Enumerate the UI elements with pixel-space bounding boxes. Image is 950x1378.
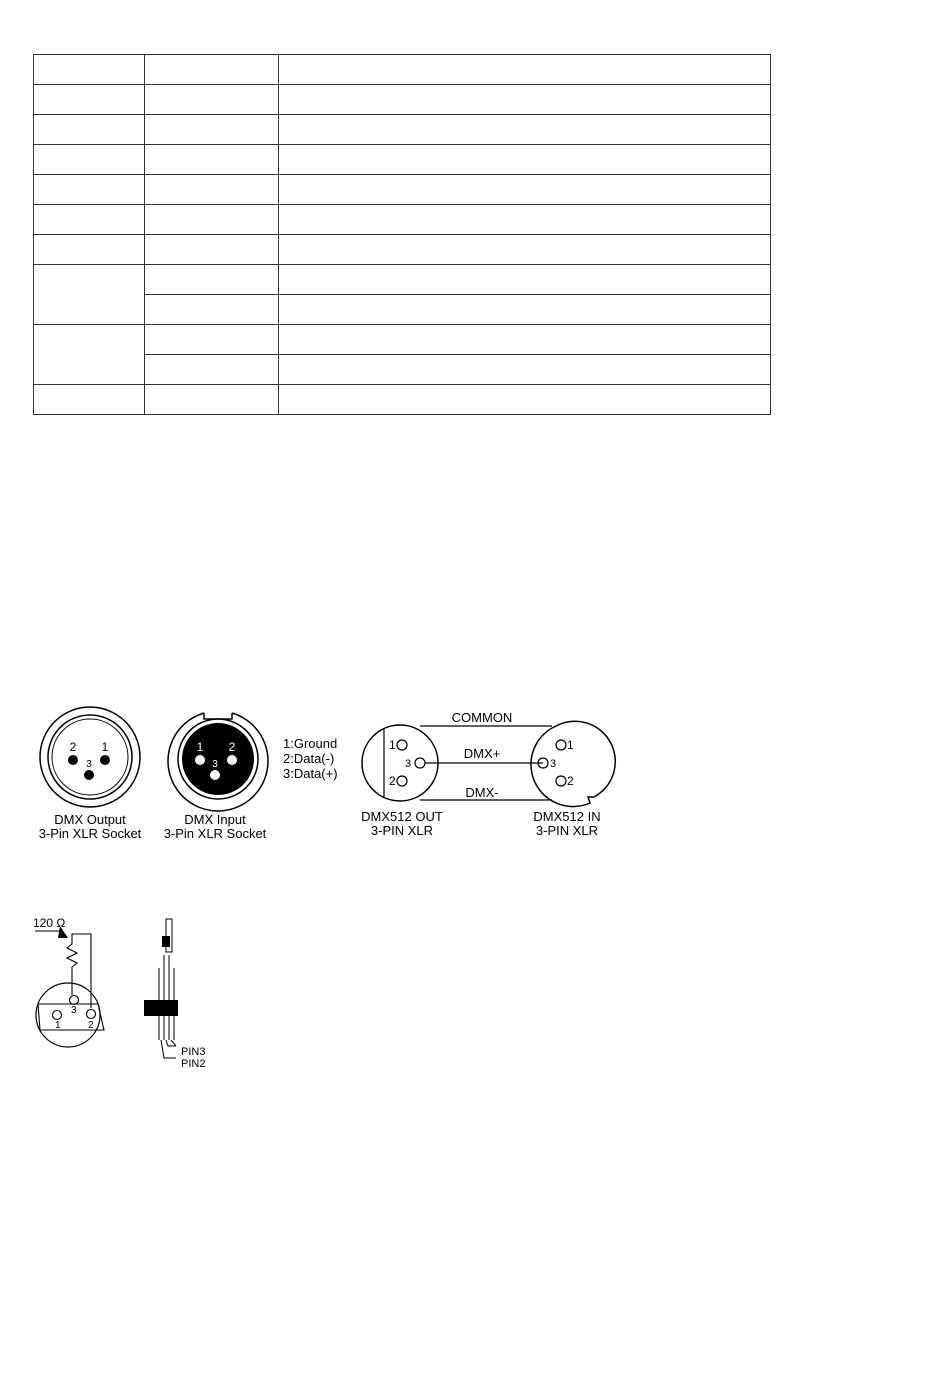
terminator-pin-1 — [53, 1011, 62, 1020]
in-pin-1-label: 1 — [567, 738, 574, 752]
output-subtitle: 3-Pin XLR Socket — [38, 826, 142, 841]
resistor-label: 120 Ω — [33, 916, 66, 930]
in-title: DMX512 IN — [533, 809, 601, 824]
out-pin-2-label: 2 — [389, 774, 396, 788]
pin-3-dot — [210, 770, 220, 780]
pin-1-dot — [100, 755, 110, 765]
terminator-pin-3-label: 3 — [71, 1005, 77, 1016]
terminator-pin-1-label: 1 — [55, 1020, 61, 1031]
pin-3-dot — [84, 770, 94, 780]
input-title: DMX Input — [184, 812, 246, 827]
resistor-wire-detail — [144, 919, 205, 1070]
pin-legend — [283, 736, 338, 781]
out-pin-3 — [415, 758, 425, 768]
pin-2-dot — [227, 755, 237, 765]
terminator-diagram — [33, 916, 104, 1047]
dmx-plus-label: DMX+ — [463, 746, 501, 761]
dmx512-in-plug — [531, 721, 615, 806]
dmx-wiring-diagram — [361, 710, 615, 838]
terminator-pin-3 — [70, 996, 79, 1005]
terminator-pin-2-label: 2 — [88, 1020, 94, 1031]
out-pin-1 — [397, 740, 407, 750]
pin-1-label: 1 — [101, 740, 109, 754]
in-pin-1 — [556, 740, 566, 750]
input-subtitle: 3-Pin XLR Socket — [163, 826, 267, 841]
legend-data-minus: 2:Data(-) — [283, 751, 335, 766]
out-pin-1-label: 1 — [389, 738, 396, 752]
pin-1-dot — [195, 755, 205, 765]
pin-2-label: 2 — [69, 740, 77, 754]
in-pin-3-label: 3 — [550, 758, 557, 770]
dmx-input-socket — [164, 713, 268, 841]
resistor-icon — [67, 936, 77, 995]
out-pin-2 — [397, 776, 407, 786]
pin-3-label: 3 — [212, 759, 218, 770]
dmx-minus-label: DMX- — [465, 785, 499, 800]
out-pin-3-label: 3 — [405, 758, 412, 770]
pin-3-label: 3 — [86, 759, 92, 770]
legend-ground: 1:Ground — [283, 736, 338, 751]
terminator-plug — [36, 983, 100, 1047]
terminator-pin-2 — [87, 1010, 96, 1019]
pin-2-dot — [68, 755, 78, 765]
out-title: DMX512 OUT — [361, 809, 443, 824]
in-subtitle: 3-PIN XLR — [535, 823, 599, 838]
pin3-label: PIN3 — [181, 1046, 206, 1058]
pin-1-label: 1 — [196, 740, 204, 754]
legend-data-plus: 3:Data(+) — [283, 766, 338, 781]
out-subtitle: 3-PIN XLR — [370, 823, 434, 838]
pin2-label: PIN2 — [181, 1058, 206, 1070]
dmx-output-socket — [39, 707, 142, 841]
output-title: DMX Output — [54, 812, 126, 827]
common-label: COMMON — [451, 710, 513, 725]
in-pin-2-label: 2 — [567, 774, 574, 788]
in-pin-2 — [556, 776, 566, 786]
pin-2-label: 2 — [228, 740, 236, 754]
